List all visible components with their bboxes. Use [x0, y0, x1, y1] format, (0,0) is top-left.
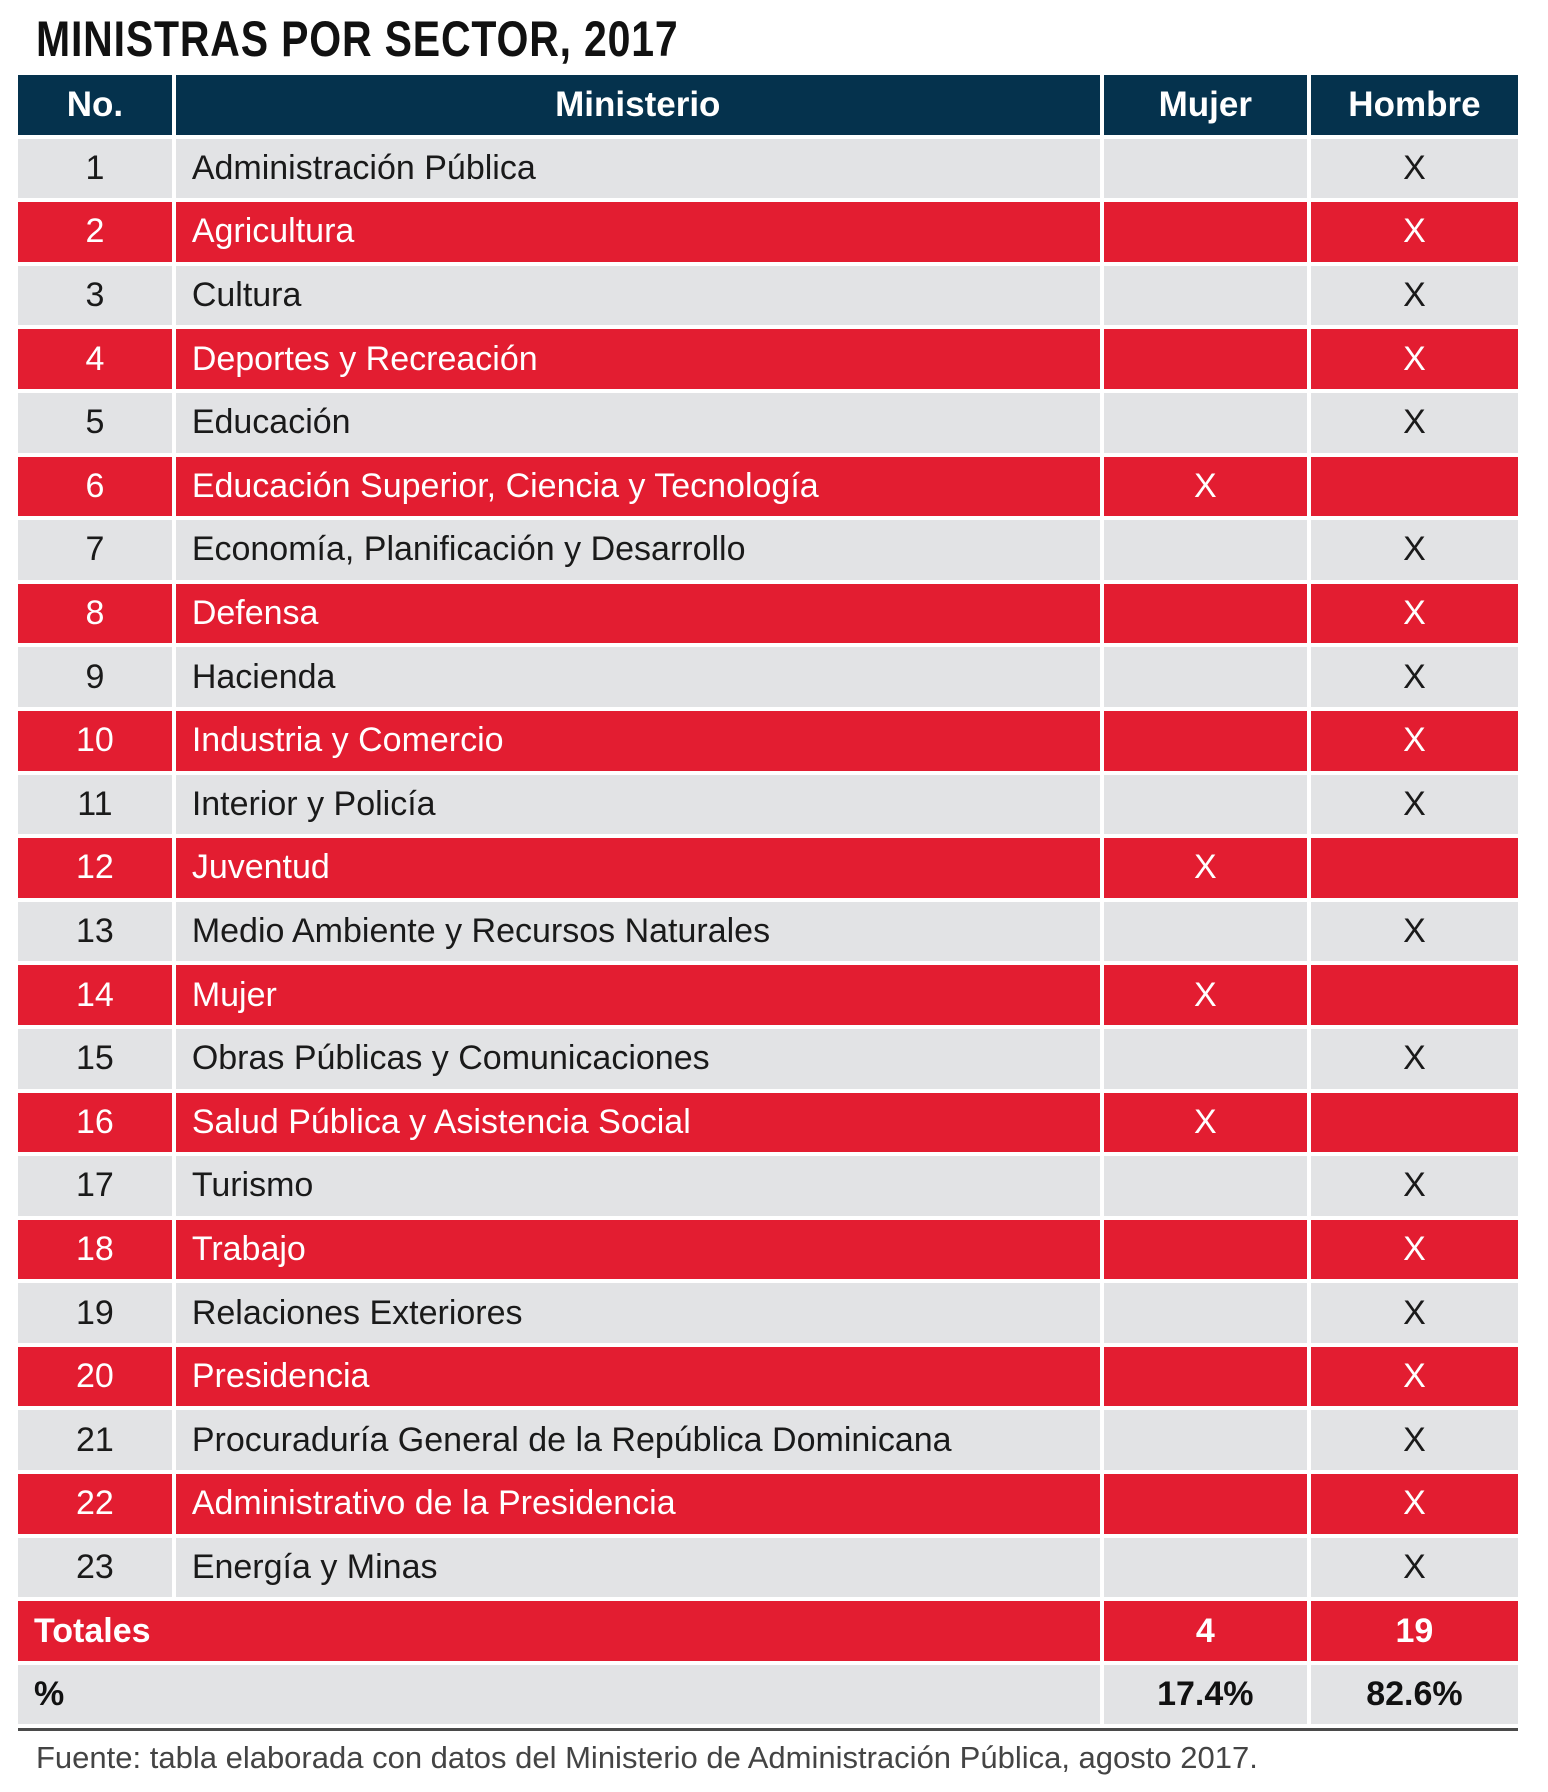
- row-number: 17: [18, 1156, 172, 1216]
- row-mujer-mark: [1104, 139, 1307, 199]
- row-ministerio: Agricultura: [176, 202, 1100, 262]
- row-ministerio: Mujer: [176, 965, 1100, 1025]
- row-mujer-mark: [1104, 1474, 1307, 1534]
- table-row: [18, 1029, 1518, 1089]
- ministries-table-container: [18, 75, 1518, 1724]
- row-hombre-mark: X: [1311, 584, 1518, 644]
- table-row: [18, 329, 1518, 389]
- row-number: 9: [18, 647, 172, 707]
- row-number: 3: [18, 266, 172, 326]
- table-row: [18, 202, 1518, 262]
- row-hombre-mark: X: [1311, 1283, 1518, 1343]
- row-number: 14: [18, 965, 172, 1025]
- row-hombre-mark: X: [1311, 711, 1518, 771]
- row-number: 21: [18, 1410, 172, 1470]
- row-number: 19: [18, 1283, 172, 1343]
- header-ministerio: Ministerio: [176, 75, 1100, 135]
- row-mujer-mark: [1104, 1220, 1307, 1280]
- table-row: [18, 1347, 1518, 1407]
- percent-hombre: 82.6%: [1311, 1665, 1518, 1725]
- row-ministerio: Educación: [176, 393, 1100, 453]
- row-hombre-mark: X: [1311, 1029, 1518, 1089]
- row-ministerio: Industria y Comercio: [176, 711, 1100, 771]
- row-ministerio: Interior y Policía: [176, 775, 1100, 835]
- row-hombre-mark: X: [1311, 902, 1518, 962]
- row-mujer-mark: X: [1104, 457, 1307, 517]
- row-ministerio: Hacienda: [176, 647, 1100, 707]
- row-hombre-mark: X: [1311, 775, 1518, 835]
- row-hombre-mark: [1311, 838, 1518, 898]
- row-ministerio: Economía, Planificación y Desarrollo: [176, 520, 1100, 580]
- table-row: [18, 775, 1518, 835]
- table-row: [18, 457, 1518, 517]
- row-ministerio: Relaciones Exteriores: [176, 1283, 1100, 1343]
- row-mujer-mark: [1104, 1283, 1307, 1343]
- row-ministerio: Turismo: [176, 1156, 1100, 1216]
- table-header-row: [18, 75, 1518, 135]
- table-row: [18, 965, 1518, 1025]
- row-mujer-mark: X: [1104, 838, 1307, 898]
- row-mujer-mark: [1104, 711, 1307, 771]
- row-number: 2: [18, 202, 172, 262]
- source-note: Fuente: tabla elaborada con datos del Ministerio de Administración Pública, agosto 2017.: [36, 1740, 1258, 1775]
- row-mujer-mark: [1104, 584, 1307, 644]
- row-number: 4: [18, 329, 172, 389]
- row-ministerio: Medio Ambiente y Recursos Naturales: [176, 902, 1100, 962]
- totals-row: [18, 1601, 1518, 1661]
- row-hombre-mark: X: [1311, 1220, 1518, 1280]
- row-hombre-mark: X: [1311, 647, 1518, 707]
- row-number: 22: [18, 1474, 172, 1534]
- row-mujer-mark: [1104, 329, 1307, 389]
- row-hombre-mark: [1311, 457, 1518, 517]
- header-no: No.: [18, 75, 172, 135]
- row-hombre-mark: X: [1311, 266, 1518, 326]
- row-number: 20: [18, 1347, 172, 1407]
- row-number: 11: [18, 775, 172, 835]
- row-number: 8: [18, 584, 172, 644]
- row-hombre-mark: X: [1311, 329, 1518, 389]
- table-row: [18, 520, 1518, 580]
- percent-mujer: 17.4%: [1104, 1665, 1307, 1725]
- row-hombre-mark: X: [1311, 1347, 1518, 1407]
- row-mujer-mark: [1104, 1538, 1307, 1598]
- table-row: [18, 139, 1518, 199]
- table-row: [18, 711, 1518, 771]
- row-mujer-mark: [1104, 1029, 1307, 1089]
- row-ministerio: Administrativo de la Presidencia: [176, 1474, 1100, 1534]
- page-title: MINISTRAS POR SECTOR, 2017: [36, 11, 679, 67]
- table-row: [18, 1283, 1518, 1343]
- row-number: 18: [18, 1220, 172, 1280]
- table-row: [18, 838, 1518, 898]
- row-mujer-mark: [1104, 520, 1307, 580]
- row-hombre-mark: [1311, 965, 1518, 1025]
- row-mujer-mark: [1104, 202, 1307, 262]
- header-hombre: Hombre: [1311, 75, 1518, 135]
- row-ministerio: Educación Superior, Ciencia y Tecnología: [176, 457, 1100, 517]
- row-hombre-mark: X: [1311, 1538, 1518, 1598]
- row-mujer-mark: [1104, 902, 1307, 962]
- row-ministerio: Energía y Minas: [176, 1538, 1100, 1598]
- table-row: [18, 902, 1518, 962]
- totals-hombre: 19: [1311, 1601, 1518, 1661]
- table-body: [18, 139, 1518, 1598]
- row-hombre-mark: X: [1311, 1156, 1518, 1216]
- percent-row: [18, 1665, 1518, 1725]
- row-hombre-mark: X: [1311, 520, 1518, 580]
- row-mujer-mark: [1104, 1410, 1307, 1470]
- row-mujer-mark: [1104, 1156, 1307, 1216]
- table-summary: [18, 1601, 1518, 1724]
- table-row: [18, 1156, 1518, 1216]
- table-row: [18, 1474, 1518, 1534]
- row-number: 1: [18, 139, 172, 199]
- row-number: 5: [18, 393, 172, 453]
- row-number: 15: [18, 1029, 172, 1089]
- row-number: 6: [18, 457, 172, 517]
- bottom-divider: [18, 1728, 1518, 1731]
- row-ministerio: Obras Públicas y Comunicaciones: [176, 1029, 1100, 1089]
- row-ministerio: Procuraduría General de la República Dominicana: [176, 1410, 1100, 1470]
- totals-mujer: 4: [1104, 1601, 1307, 1661]
- row-ministerio: Trabajo: [176, 1220, 1100, 1280]
- row-number: 13: [18, 902, 172, 962]
- row-number: 10: [18, 711, 172, 771]
- row-ministerio: Cultura: [176, 266, 1100, 326]
- row-number: 7: [18, 520, 172, 580]
- row-mujer-mark: [1104, 647, 1307, 707]
- table-row: [18, 393, 1518, 453]
- row-ministerio: Administración Pública: [176, 139, 1100, 199]
- totals-label: Totales: [18, 1601, 1100, 1661]
- table-row: [18, 647, 1518, 707]
- table-row: [18, 1220, 1518, 1280]
- row-number: 23: [18, 1538, 172, 1598]
- row-number: 12: [18, 838, 172, 898]
- row-mujer-mark: X: [1104, 965, 1307, 1025]
- ministries-table: [14, 71, 1522, 1728]
- row-mujer-mark: [1104, 1347, 1307, 1407]
- row-hombre-mark: X: [1311, 202, 1518, 262]
- table-row: [18, 584, 1518, 644]
- row-mujer-mark: [1104, 775, 1307, 835]
- row-hombre-mark: X: [1311, 1410, 1518, 1470]
- row-number: 16: [18, 1093, 172, 1153]
- row-hombre-mark: X: [1311, 393, 1518, 453]
- row-mujer-mark: X: [1104, 1093, 1307, 1153]
- row-mujer-mark: [1104, 393, 1307, 453]
- row-mujer-mark: [1104, 266, 1307, 326]
- table-row: [18, 266, 1518, 326]
- row-ministerio: Defensa: [176, 584, 1100, 644]
- row-hombre-mark: [1311, 1093, 1518, 1153]
- row-hombre-mark: X: [1311, 1474, 1518, 1534]
- table-row: [18, 1538, 1518, 1598]
- percent-label: %: [18, 1665, 1100, 1725]
- row-ministerio: Salud Pública y Asistencia Social: [176, 1093, 1100, 1153]
- row-ministerio: Deportes y Recreación: [176, 329, 1100, 389]
- table-row: [18, 1410, 1518, 1470]
- row-ministerio: Juventud: [176, 838, 1100, 898]
- table-row: [18, 1093, 1518, 1153]
- row-ministerio: Presidencia: [176, 1347, 1100, 1407]
- header-mujer: Mujer: [1104, 75, 1307, 135]
- row-hombre-mark: X: [1311, 139, 1518, 199]
